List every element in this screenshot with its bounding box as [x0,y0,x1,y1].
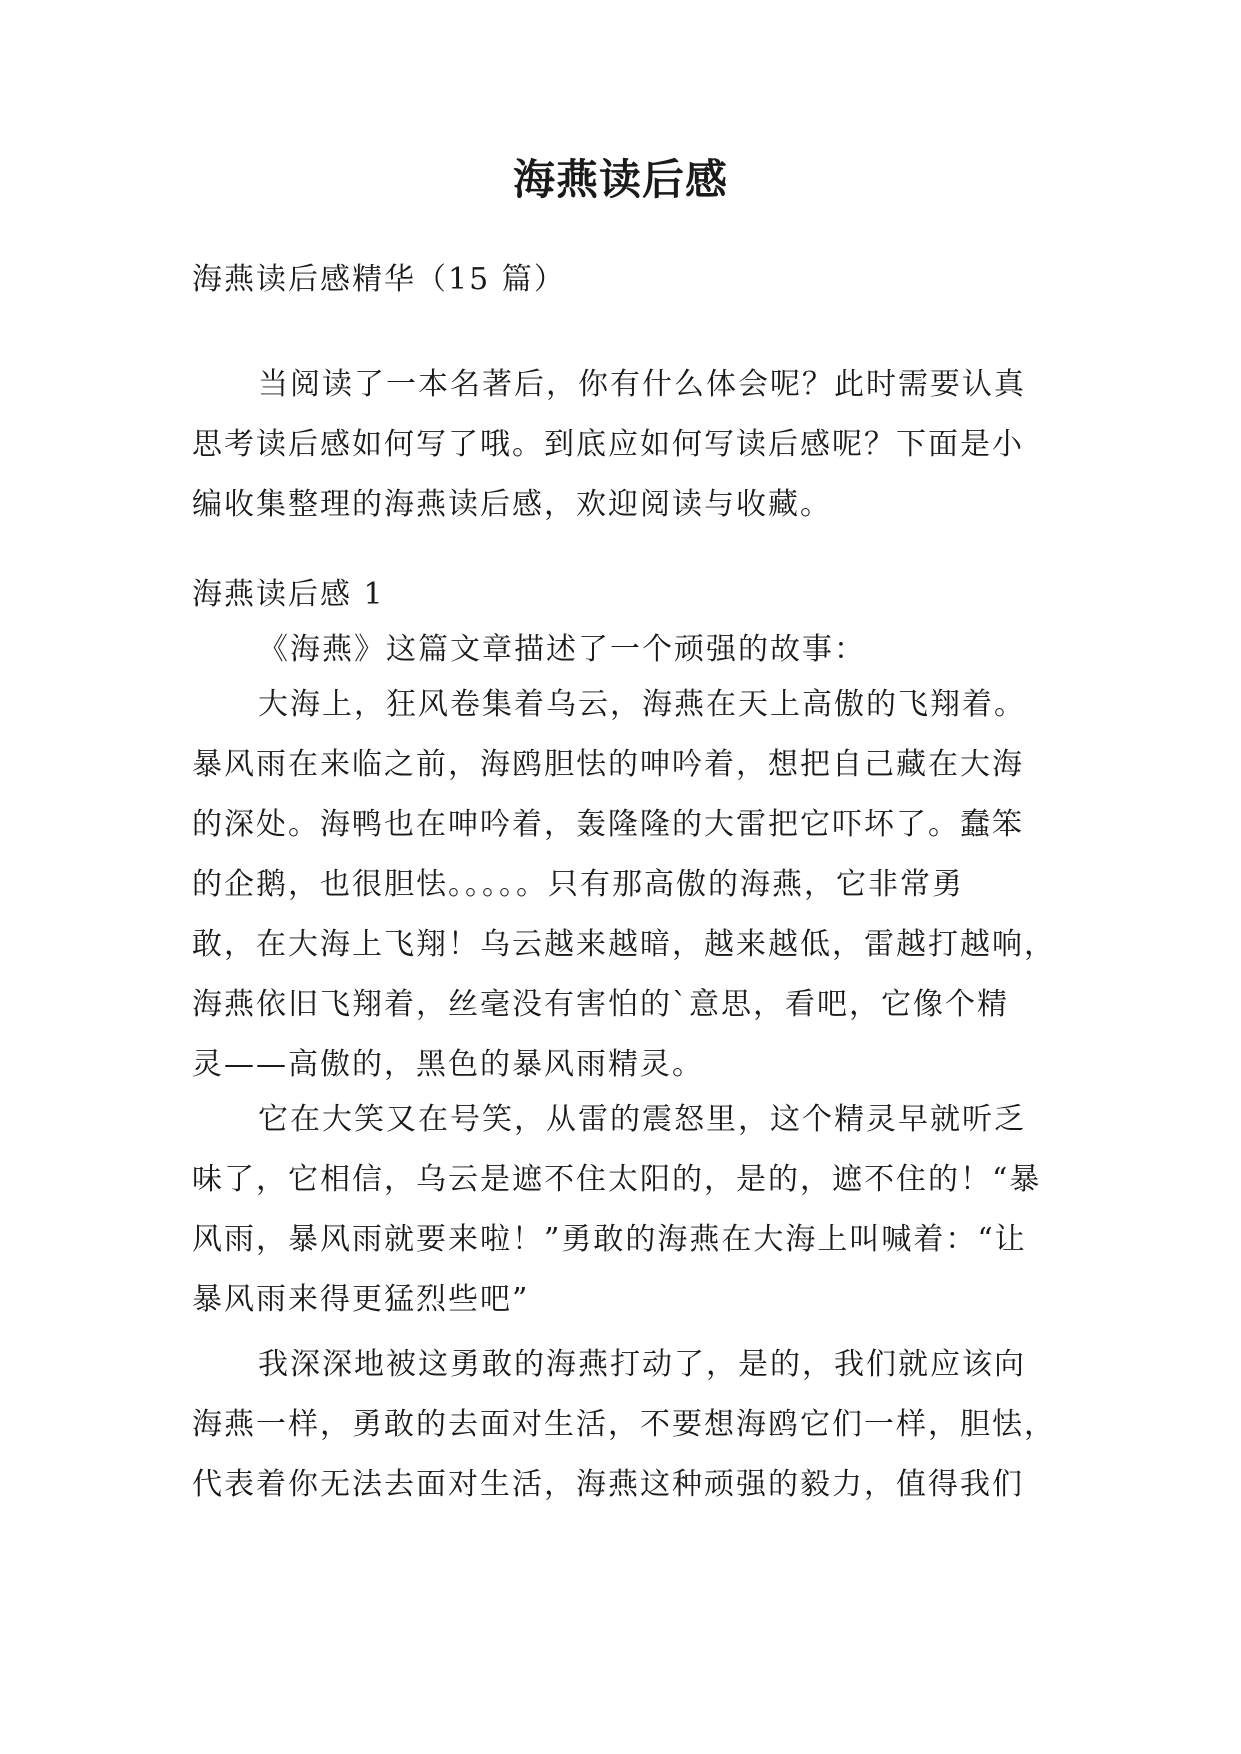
paragraph-line: 味了，它相信，乌云是遮不住太阳的，是的，遮不住的！“暴 [192,1162,1042,1197]
section-heading-line: 海燕读后感 1 [192,577,385,612]
paragraph-line: 编收集整理的海燕读后感，欢迎阅读与收藏。 [192,487,832,522]
paragraph-2 [192,675,1062,1095]
paragraph-line: 海燕依旧飞翔着，丝毫没有害怕的`意思，看吧，它像个精 [192,987,1009,1022]
paragraph-line: 灵——高傲的，黑色的暴风雨精灵。 [192,1047,704,1082]
paragraph-3 [192,1090,1062,1330]
section-heading [192,565,1062,625]
paragraph-line: 敢，在大海上飞翔！乌云越来越暗，越来越低，雷越打越响， [192,927,1056,962]
paragraph-line: 它在大笑又在号笑，从雷的震怒里，这个精灵早就听乏 [258,1102,1026,1137]
paragraph-1 [192,620,1062,680]
paragraph-line: 我深深地被这勇敢的海燕打动了，是的，我们就应该向 [258,1347,1026,1382]
paragraph-line: 暴风雨来得更猛烈些吧” [192,1282,530,1317]
paragraph-line: 的深处。海鸭也在呻吟着，轰隆隆的大雷把它吓坏了。蠢笨 [192,807,1024,842]
paragraph-line: 代表着你无法去面对生活，海燕这种顽强的毅力，值得我们 [192,1467,1024,1502]
subtitle-line: 海燕读后感精华（15 篇） [192,262,566,297]
intro-paragraph [192,355,1062,535]
paragraph-line: 思考读后感如何写了哦。到底应如何写读后感呢？下面是小 [192,427,1024,462]
document-title: 海燕读后感 [512,155,728,204]
paragraph-line: 当阅读了一本名著后，你有什么体会呢？此时需要认真 [258,367,1026,402]
document-subtitle [192,250,1062,310]
paragraph-4 [192,1335,1062,1515]
paragraph-line: 暴风雨在来临之前，海鸥胆怯的呻吟着，想把自己藏在大海 [192,747,1024,782]
paragraph-line: 《海燕》这篇文章描述了一个顽强的故事： [258,632,866,667]
paragraph-line: 大海上，狂风卷集着乌云，海燕在天上高傲的飞翔着。 [258,687,1026,722]
paragraph-line: 风雨，暴风雨就要来啦！”勇敢的海燕在大海上叫喊着：“让 [192,1222,1027,1257]
paragraph-line: 的企鹅，也很胆怯。。。。。只有那高傲的海燕，它非常勇 [192,867,964,902]
paragraph-line: 海燕一样，勇敢的去面对生活，不要想海鸥它们一样，胆怯， [192,1407,1056,1442]
